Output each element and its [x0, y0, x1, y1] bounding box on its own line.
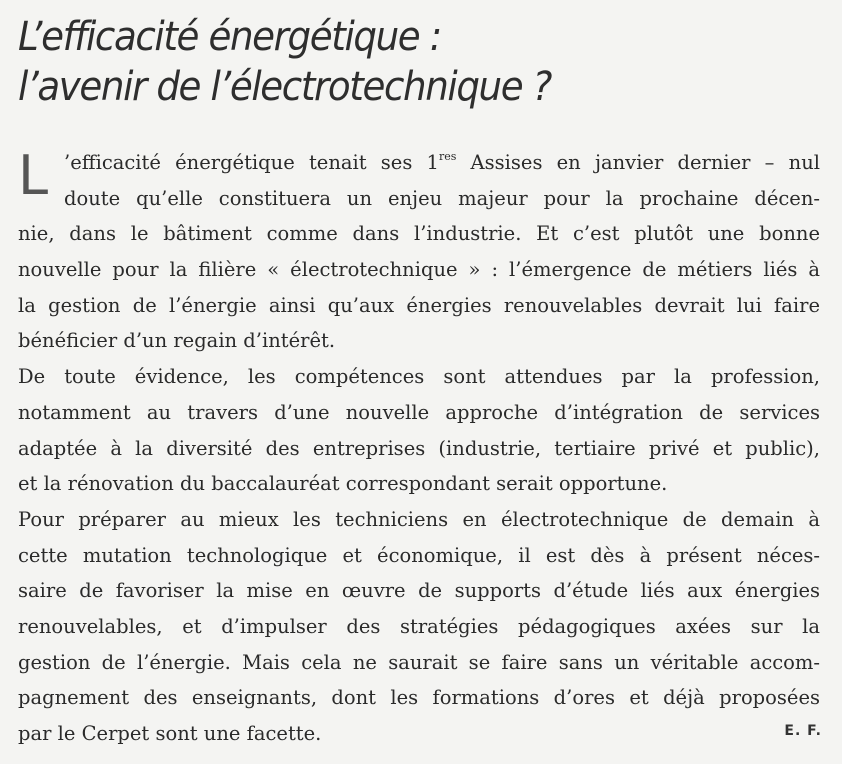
text-line: adaptée à la diversité des entreprises (industrie, tertiaire privé et public), [18, 436, 820, 460]
article-title [18, 12, 762, 112]
drop-cap: L [18, 144, 49, 207]
text-line: doute qu’elle constituera un enjeu majeur pour la prochaine décen- [64, 186, 820, 210]
text-line [18, 145, 820, 181]
text-segment: ’efficacité énergétique tenait ses 1 [64, 151, 439, 174]
article-body [18, 145, 820, 752]
author-signature: E. F. [784, 723, 822, 739]
text-line: gestion de l’énergie. Mais cela ne saurait se faire sans un véritable accom- [18, 650, 820, 674]
text-line: saire de favoriser la mise en œuvre de supports d’étude liés aux énergies [18, 579, 820, 603]
paragraph-1 [18, 145, 820, 359]
text-line: nouvelle pour la filière « électrotechnique » : l’émergence de métiers liés à [18, 258, 820, 282]
text-line: pagnement des enseignants, dont les formations d’ores et déjà proposées [18, 686, 820, 710]
text-line: cette mutation technologique et économique, il est dès à présent néces- [18, 543, 820, 567]
superscript: res [438, 150, 457, 163]
text-line: et la rénovation du baccalauréat correspondant serait opportune. [18, 472, 668, 496]
text-line: notamment au travers d’une nouvelle approche d’intégration de services [18, 400, 820, 424]
text-line: renouvelables, et d’impulser des stratégies pédagogiques axées sur la [18, 614, 820, 638]
text-line: bénéficier d’un regain d’intérêt. [18, 329, 336, 353]
paragraph-2 [18, 359, 820, 502]
title-line-2: l’avenir de l’électrotechnique ? [18, 64, 552, 110]
text-line: par le Cerpet sont une facette. [18, 722, 322, 745]
paragraph-3 [18, 502, 820, 752]
text-line: De toute évidence, les compétences sont attendues par la profession, [18, 365, 820, 389]
text-line: nie, dans le bâtiment comme dans l’industrie. Et c’est plutôt une bonne [18, 222, 820, 246]
text-line: la gestion de l’énergie ainsi qu’aux énergies renouvelables devrait lui faire [18, 293, 820, 317]
text-segment: Assises en janvier dernier – nul [456, 151, 820, 174]
title-line-1: L’efficacité énergétique : [18, 14, 441, 60]
text-line: Pour préparer au mieux les techniciens en électrotechnique de demain à [18, 507, 820, 531]
